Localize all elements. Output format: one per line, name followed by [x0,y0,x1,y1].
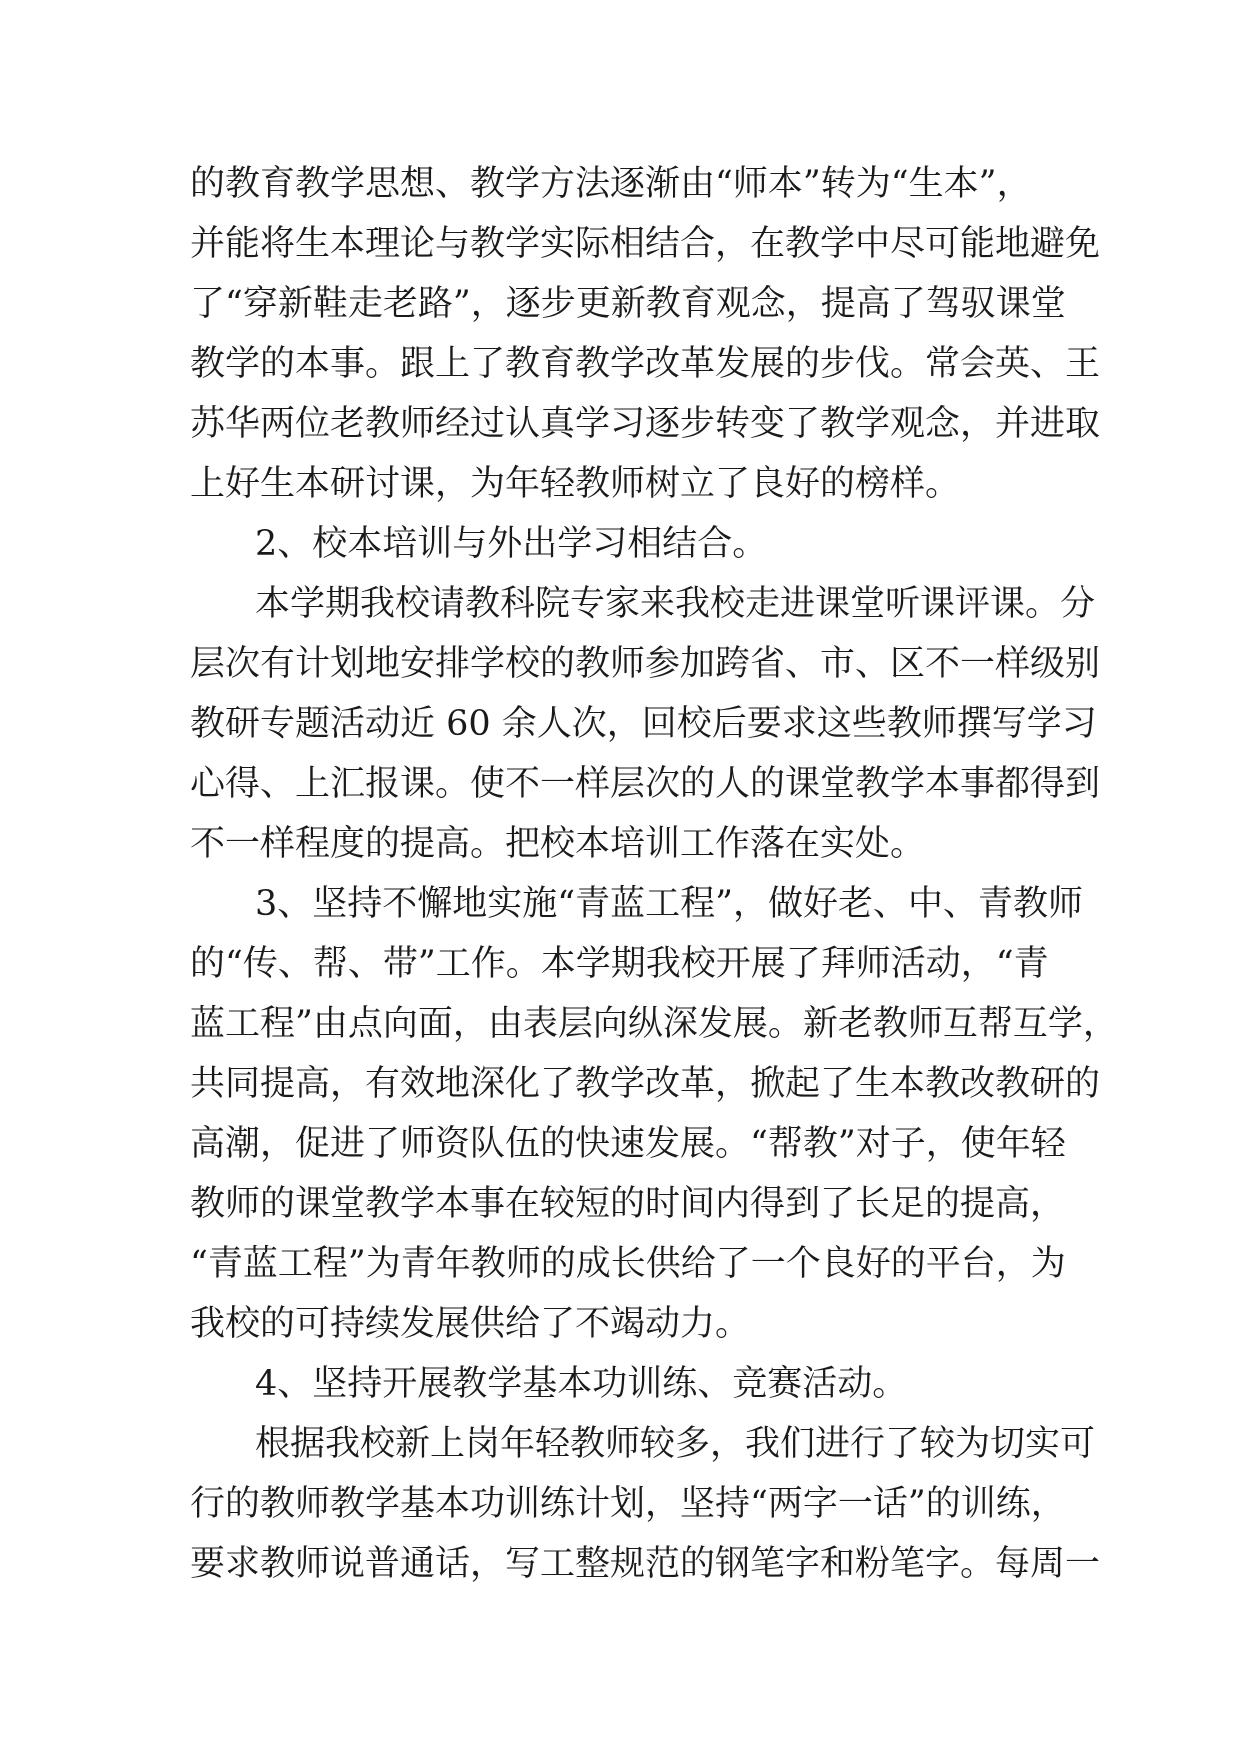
text-line: 上好生本研讨课，为年轻教师树立了良好的榜样。 [190,464,961,504]
text-line: 教学的本事。跟上了教育教学改革发展的步伐。常会英、王 [190,344,1101,384]
text-line: 共同提高，有效地深化了教学改革，掀起了生本教改教研的 [190,1064,1101,1104]
text-line: 不一样程度的提高。把校本培训工作落在实处。 [190,824,926,864]
text-line: 蓝工程”由点向面，由表层向纵深发展。新老教师互帮互学， [190,1004,1118,1044]
text-line: 本学期我校请教科院专家来我校走进课堂听课评课。分 [255,584,1096,624]
text-line: 要求教师说普通话，写工整规范的钢笔字和粉笔字。每周一 [190,1544,1101,1584]
text-line: 苏华两位老教师经过认真学习逐步转变了教学观念，并进取 [190,404,1101,444]
section-heading: 3、坚持不懈地实施“青蓝工程”，做好老、中、青教师 [255,884,1084,924]
text-line: 行的教师教学基本功训练计划，坚持“两字一话”的训练， [190,1484,1066,1524]
text-line: “青蓝工程”为青年教师的成长供给了一个良好的平台，为 [190,1244,1066,1284]
text-line: 教师的课堂教学本事在较短的时间内得到了长足的提高， [190,1184,1066,1224]
text-line: 的教育教学思想、教学方法逐渐由“师本”转为“生本”， [190,164,1032,204]
text-line: 我校的可持续发展供给了不竭动力。 [190,1304,751,1344]
text-line: 层次有计划地安排学校的教师参加跨省、市、区不一样级别 [190,644,1101,684]
text-line: 了“穿新鞋走老路”，逐步更新教育观念，提高了驾驭课堂 [190,284,1066,324]
section-heading: 2、校本培训与外出学习相结合。 [255,524,768,564]
text-line: 心得、上汇报课。使不一样层次的人的课堂教学本事都得到 [190,764,1101,804]
text-line: 根据我校新上岗年轻教师较多，我们进行了较为切实可 [255,1424,1096,1464]
text-line: 高潮，促进了师资队伍的快速发展。“帮教”对子，使年轻 [190,1124,1066,1164]
text-line: 并能将生本理论与教学实际相结合，在教学中尽可能地避免 [190,224,1101,264]
text-line: 教研专题活动近 60 余人次，回校后要求这些教师撰写学习 [190,704,1097,744]
text-line: 的“传、帮、带”工作。本学期我校开展了拜师活动，“青 [190,944,1049,984]
section-heading: 4、坚持开展教学基本功训练、竞赛活动。 [255,1364,908,1404]
